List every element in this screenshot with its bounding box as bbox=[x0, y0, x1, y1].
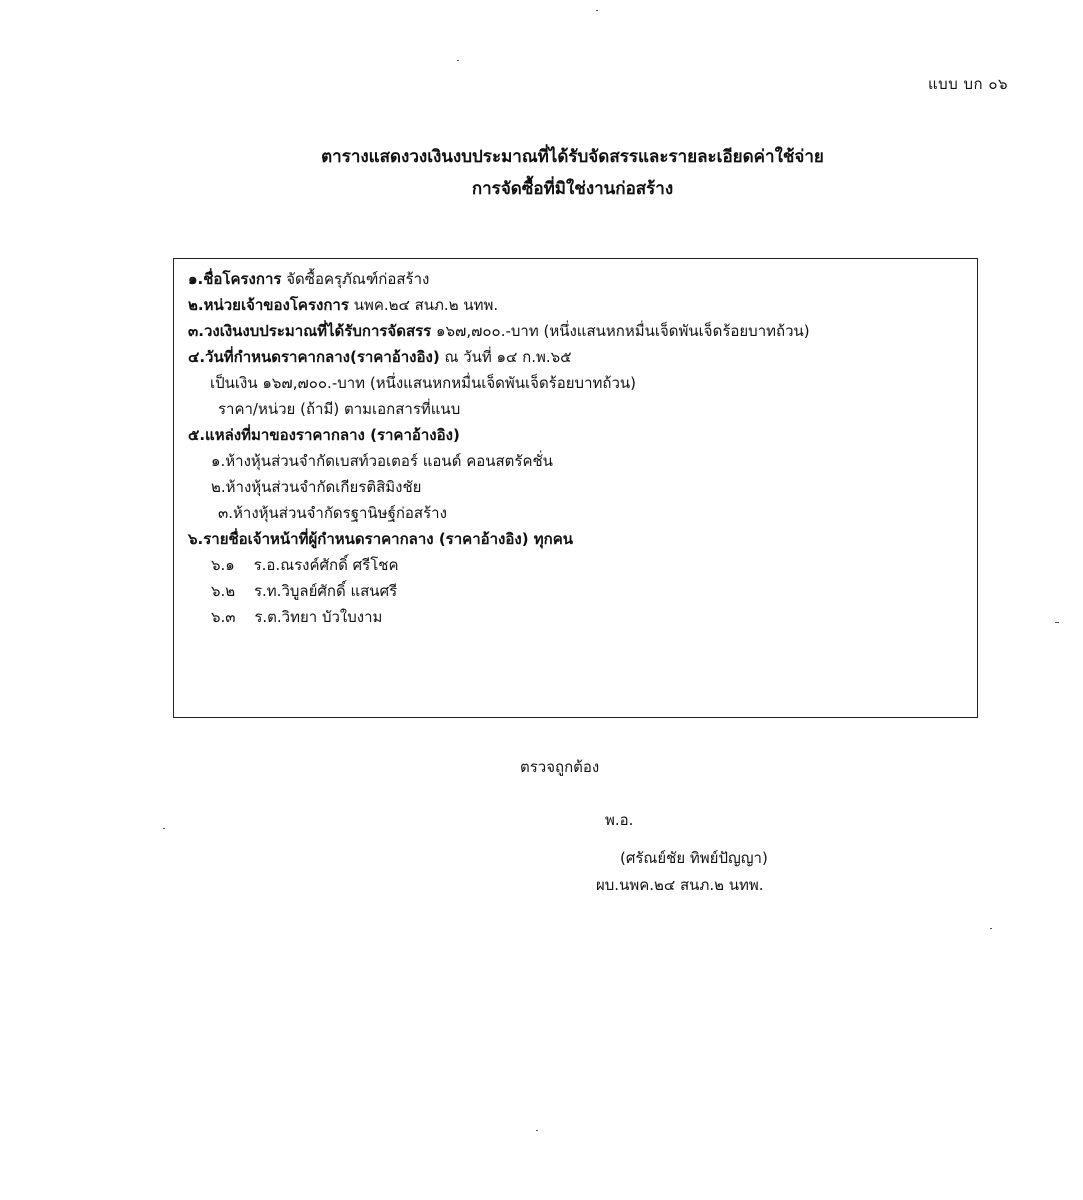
officer-name: ร.อ.ณรงค์ศักดิ์ ศรีโชค bbox=[253, 556, 399, 574]
officer-row bbox=[211, 605, 382, 629]
signer-rank: พ.อ. bbox=[605, 811, 634, 829]
scan-speck bbox=[1055, 622, 1059, 623]
officer-number: ๖.๑ bbox=[211, 556, 235, 574]
item-6-label: ๖.รายชื่อเจ้าหน้าที่ผู้กำหนดราคากลาง (ราคาอ้างอิง) ทุกคน bbox=[188, 530, 574, 548]
signer-position: ผบ.นพค.๒๔ สนภ.๒ นทพ. bbox=[596, 876, 764, 894]
signer-name: (ศรัณย์ชัย ทิพย์ปัญญา) bbox=[620, 849, 768, 867]
item-4-unit-price: ราคา/หน่วย (ถ้ามี) ตามเอกสารที่แนบ bbox=[218, 400, 461, 418]
item-3-value: ๑๖๗,๗๐๐.-บาท (หนึ่งแสนหกหมื่นเจ็ดพันเจ็ดร้อยบาทถ้วน) bbox=[436, 322, 810, 340]
scan-speck bbox=[990, 928, 992, 929]
item-3-label: ๓.วงเงินงบประมาณที่ได้รับการจัดสรร bbox=[188, 322, 432, 340]
item-1 bbox=[188, 267, 429, 291]
item-5-source: ๑.ห้างหุ้นส่วนจำกัดเบสท์วอเตอร์ แอนด์ คอนสตรัคชั่น bbox=[211, 452, 553, 470]
item-4-value: ณ วันที่ ๑๔ ก.พ.๖๕ bbox=[444, 348, 572, 366]
officer-number: ๖.๒ bbox=[211, 582, 236, 600]
item-4 bbox=[188, 345, 572, 369]
item-5-label: ๕.แหล่งที่มาของราคากลาง (ราคาอ้างอิง) bbox=[188, 426, 460, 444]
verification-text: ตรวจถูกต้อง bbox=[520, 758, 600, 776]
document-title-line2: การจัดซื้อที่มิใช่งานก่อสร้าง bbox=[471, 179, 674, 199]
scan-speck bbox=[536, 1130, 538, 1131]
officer-name: ร.ต.วิทยา บัวใบงาม bbox=[254, 608, 383, 626]
officer-name: ร.ท.วิบูลย์ศักดิ์ แสนศรี bbox=[253, 582, 398, 600]
officer-number: ๖.๓ bbox=[211, 608, 236, 626]
item-3 bbox=[188, 319, 810, 343]
item-5-source: ๓.ห้างหุ้นส่วนจำกัดรฐานิษฐ์ก่อสร้าง bbox=[218, 504, 447, 522]
item-4-amount: เป็นเงิน ๑๖๗,๗๐๐.-บาท (หนึ่งแสนหกหมื่นเจ็ดพันเจ็ดร้อยบาทถ้วน) bbox=[210, 374, 636, 392]
scan-speck bbox=[596, 10, 598, 11]
item-2-label: ๒.หน่วยเจ้าของโครงการ bbox=[188, 296, 349, 314]
scan-speck bbox=[457, 60, 459, 61]
document-title-line1: ตารางแสดงวงเงินงบประมาณที่ได้รับจัดสรรและรายละเอียดค่าใช้จ่าย bbox=[321, 147, 824, 167]
item-1-label: ๑.ชื่อโครงการ bbox=[188, 270, 282, 288]
item-4-label: ๔.วันที่กำหนดราคากลาง(ราคาอ้างอิง) bbox=[188, 348, 440, 366]
item-1-value: จัดซื้อครุภัณฑ์ก่อสร้าง bbox=[286, 270, 430, 288]
item-2 bbox=[188, 293, 498, 317]
officer-row bbox=[211, 579, 397, 603]
officer-row bbox=[211, 553, 399, 577]
form-code: แบบ บก ๐๖ bbox=[928, 75, 1009, 93]
item-2-value: นพค.๒๔ สนภ.๒ นทพ. bbox=[353, 296, 499, 314]
scan-speck bbox=[163, 828, 165, 829]
item-5-source: ๒.ห้างหุ้นส่วนจำกัดเกียรติสิมิงชัย bbox=[211, 478, 422, 496]
